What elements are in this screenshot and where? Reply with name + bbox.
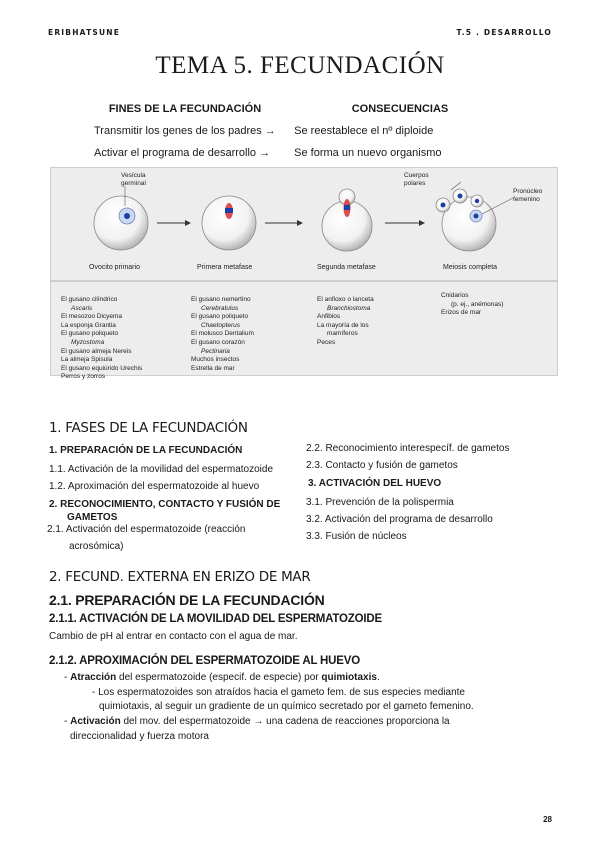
consecuencias-cell: Se reestablece el nº diploide <box>294 125 434 137</box>
header-fines: FINES DE LA FECUNDACIÓN <box>108 103 262 115</box>
species-item: El gusano poliqueto <box>191 313 249 321</box>
page-title: TEMA 5. FECUNDACIÓN <box>155 52 445 79</box>
heading-2-1-1: 2.1.1. ACTIVACIÓN DE LA MOVILIDAD DEL ESPERMATOZOIDE <box>49 613 382 625</box>
term-quimiotaxis: quimiotaxis <box>321 672 377 683</box>
item-3-1: 3.1. Prevención de la polispermia <box>306 497 454 508</box>
species-item: El gusano nemertino <box>191 296 251 303</box>
label-text: polares <box>404 180 426 187</box>
species-item: La esponja Grantia <box>61 321 116 329</box>
item-1-2: 1.2. Aproximación del espermatozoide al huevo <box>49 481 260 492</box>
species-item: Estrella de mar <box>191 364 235 372</box>
label-text: femenino <box>513 196 540 203</box>
item-2-3: 2.3. Contacto y fusión de gametos <box>306 460 458 471</box>
species-item: El gusano poliqueto <box>61 330 119 338</box>
species-item: Ascaris <box>71 304 93 312</box>
bullet-atraccion <box>64 672 380 683</box>
species-item: Muchos insectos <box>191 356 240 364</box>
bullet-text: . <box>376 672 380 683</box>
species-item: La mayoría de los <box>317 321 369 329</box>
consecuencias-cell: Se forma un nuevo organismo <box>294 147 442 159</box>
species-item: El gusano corazón <box>191 338 245 346</box>
heading-2-1-2: 2.1.2. APROXIMACIÓN DEL ESPERMATOZOIDE AL HUEVO <box>49 655 360 667</box>
item-1-1: 1.1. Activación de la movilidad del espermatozoide <box>49 464 274 475</box>
caption-segunda-metafase: Segunda metafase <box>317 264 376 271</box>
bullet-text: del espermatozoide (especif. de especie) por <box>116 672 322 683</box>
species-item: Cerebratulus <box>201 304 239 312</box>
species-item: Chaetopterus <box>201 321 241 329</box>
subsection-preparacion: 1. PREPARACIÓN DE LA FECUNDACIÓN <box>49 445 243 456</box>
bullet-dash: - <box>64 716 68 727</box>
item-2-1: 2.1. Activación del espermatozoide (reacción <box>47 524 246 535</box>
header-consecuencias: CONSECUENCIAS <box>351 103 449 115</box>
sub-bullet-line-1: - Los espermatozoides son atraídos hacia el gameto fem. de sus especies mediante <box>92 687 465 698</box>
header-right: T.5 . DESARROLLO <box>456 28 552 37</box>
species-item: El gusano cilíndrico <box>61 296 118 303</box>
subsection-activacion: 3. ACTIVACIÓN DEL HUEVO <box>308 478 442 489</box>
term-activacion: Activación <box>70 716 121 727</box>
species-item: Cnidarios <box>441 292 469 299</box>
species-item: Perros y zorros <box>61 373 106 381</box>
paragraph-2-1-1: Cambio de pH al entrar en contacto con el agua de mar. <box>49 631 298 642</box>
species-item: Branchiostoma <box>327 304 371 312</box>
item-3-2: 3.2. Activación del programa de desarrollo <box>306 514 493 525</box>
species-item: mamíferos <box>327 330 358 338</box>
item-3-3: 3.3. Fusión de núcleos <box>306 531 407 542</box>
bullet-dash: - <box>64 672 68 683</box>
page-number: 28 <box>543 815 552 824</box>
species-item: Pectinaria <box>201 347 230 355</box>
fines-cell: Transmitir los genes de los padres → <box>94 125 276 137</box>
species-item: El gusano almeja Nereis <box>61 347 132 355</box>
subsection-reconocimiento-cont: GAMETOS <box>67 512 118 523</box>
section-1-title: 1. FASES DE LA FECUNDACIÓN <box>49 420 248 436</box>
header-left: ERIBHATSUNE <box>48 28 121 37</box>
label-text: Cuerpos <box>404 172 429 179</box>
section-2-title: 2. FECUND. EXTERNA EN ERIZO DE MAR <box>49 569 311 585</box>
species-item: (p. ej., anémonas) <box>451 300 504 308</box>
item-2-2: 2.2. Reconocimiento interespecíf. de gametos <box>306 443 510 454</box>
species-item: Myzostoma <box>71 338 105 346</box>
bullet-activacion-cont: direccionalidad y fuerza motora <box>70 731 209 742</box>
item-2-1-cont: acrosómica) <box>69 541 124 552</box>
caption-primera-metafase: Primera metafase <box>197 264 253 271</box>
label-text: Pronúcleo <box>513 188 543 195</box>
label-text: Vesícula <box>121 172 146 179</box>
species-item: El molusco Dentalium <box>191 330 254 338</box>
sub-bullet-line-2: quimiotaxis, al seguir un gradiente de un químico secretado por el gameto femenino. <box>99 701 474 712</box>
species-item: El mesozoo Dicyema <box>61 313 123 321</box>
species-item: El anfioxo o lanceta <box>317 296 374 303</box>
subsection-reconocimiento: 2. RECONOCIMIENTO, CONTACTO Y FUSIÓN DE <box>49 499 281 510</box>
caption-ovocito: Ovocito primario <box>89 264 140 271</box>
label-text: germinal <box>121 180 146 187</box>
fines-cell: Activar el programa de desarrollo → <box>94 147 271 159</box>
caption-meiosis-completa: Meiosis completa <box>443 264 498 271</box>
heading-2-1: 2.1. PREPARACIÓN DE LA FECUNDACIÓN <box>49 592 325 608</box>
species-item: Peces <box>317 338 336 346</box>
bullet-text: del mov. del espermatozoide → una cadena de reacciones proporciona la <box>120 716 450 727</box>
species-item: La almeja Spisula <box>61 356 113 364</box>
species-item: El gusano equiúrido Urechis <box>61 364 143 372</box>
bullet-activacion <box>64 716 450 727</box>
species-item: Anfibios <box>317 313 341 321</box>
species-item: Erizos de mar <box>441 309 482 317</box>
term-atraccion: Atracción <box>70 672 117 683</box>
